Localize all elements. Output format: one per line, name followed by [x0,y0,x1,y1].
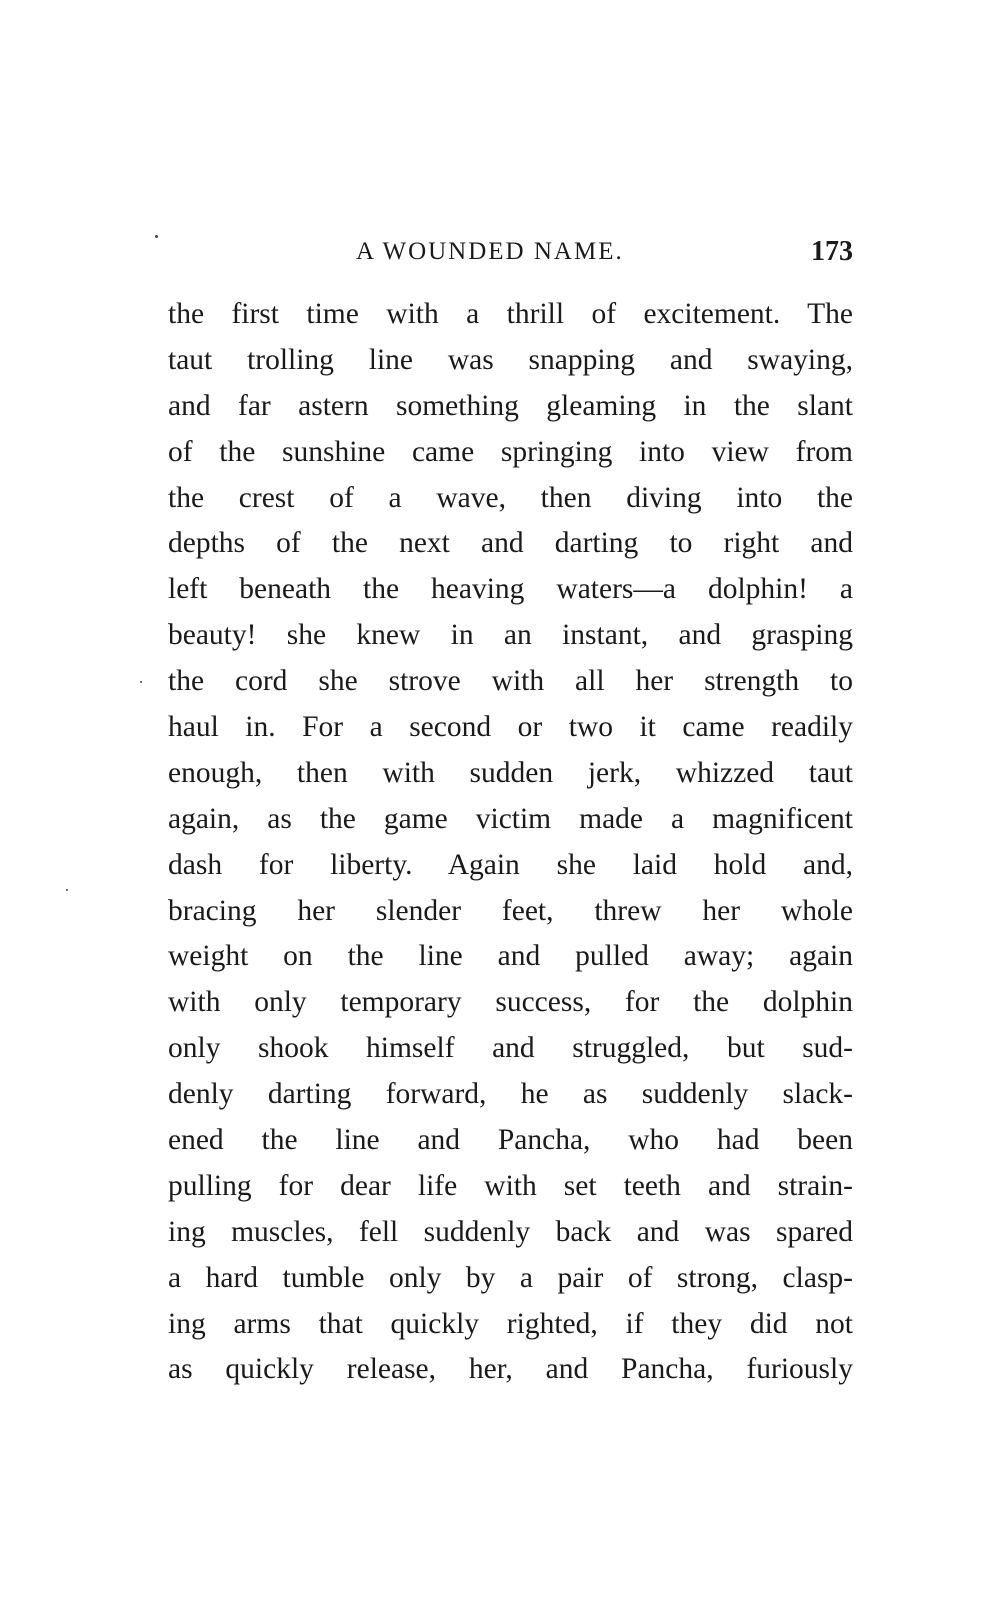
body-text [168,292,853,1393]
ink-speck [66,889,68,891]
text-line: a hard tumble only by a pair of strong, clasp- [168,1261,853,1294]
text-line: again, as the game victim made a magnificent [168,802,853,835]
text-line: with only temporary success, for the dolphin [168,986,853,1019]
text-line: ing muscles, fell suddenly back and was spared [168,1215,853,1248]
text-line: depths of the next and darting to right and [168,527,853,560]
text-line: of the sunshine came springing into view from [168,435,853,468]
text-line: only shook himself and struggled, but sud- [168,1032,853,1065]
running-head [168,232,853,272]
text-line: beauty! she knew in an instant, and grasping [168,619,853,652]
running-title: A WOUNDED NAME. [356,238,624,265]
text-line: enough, then with sudden jerk, whizzed taut [168,756,853,789]
text-line: left beneath the heaving waters—a dolphin! a [168,573,853,606]
text-line: denly darting forward, he as suddenly slack- [168,1078,853,1111]
text-line: as quickly release, her, and Pancha, furiously [168,1353,853,1386]
text-line: taut trolling line was snapping and swaying, [168,343,853,376]
text-line: ened the line and Pancha, who had been [168,1124,853,1157]
text-line: haul in. For a second or two it came readily [168,711,853,744]
text-line: bracing her slender feet, threw her whole [168,894,853,927]
text-line: the first time with a thrill of excitement. The [168,298,853,330]
text-line: ing arms that quickly righted, if they did not [168,1307,853,1340]
text-line: and far astern something gleaming in the slant [168,389,853,422]
text-line: the crest of a wave, then diving into the [168,481,853,514]
ink-speck [140,681,142,683]
text-line: dash for liberty. Again she laid hold and, [168,848,853,881]
ink-speck [155,235,158,238]
text-line: the cord she strove with all her strength to [168,665,853,698]
text-line: weight on the line and pulled away; again [168,940,853,973]
text-line: pulling for dear life with set teeth and strain- [168,1169,853,1202]
page-number: 173 [811,236,853,267]
